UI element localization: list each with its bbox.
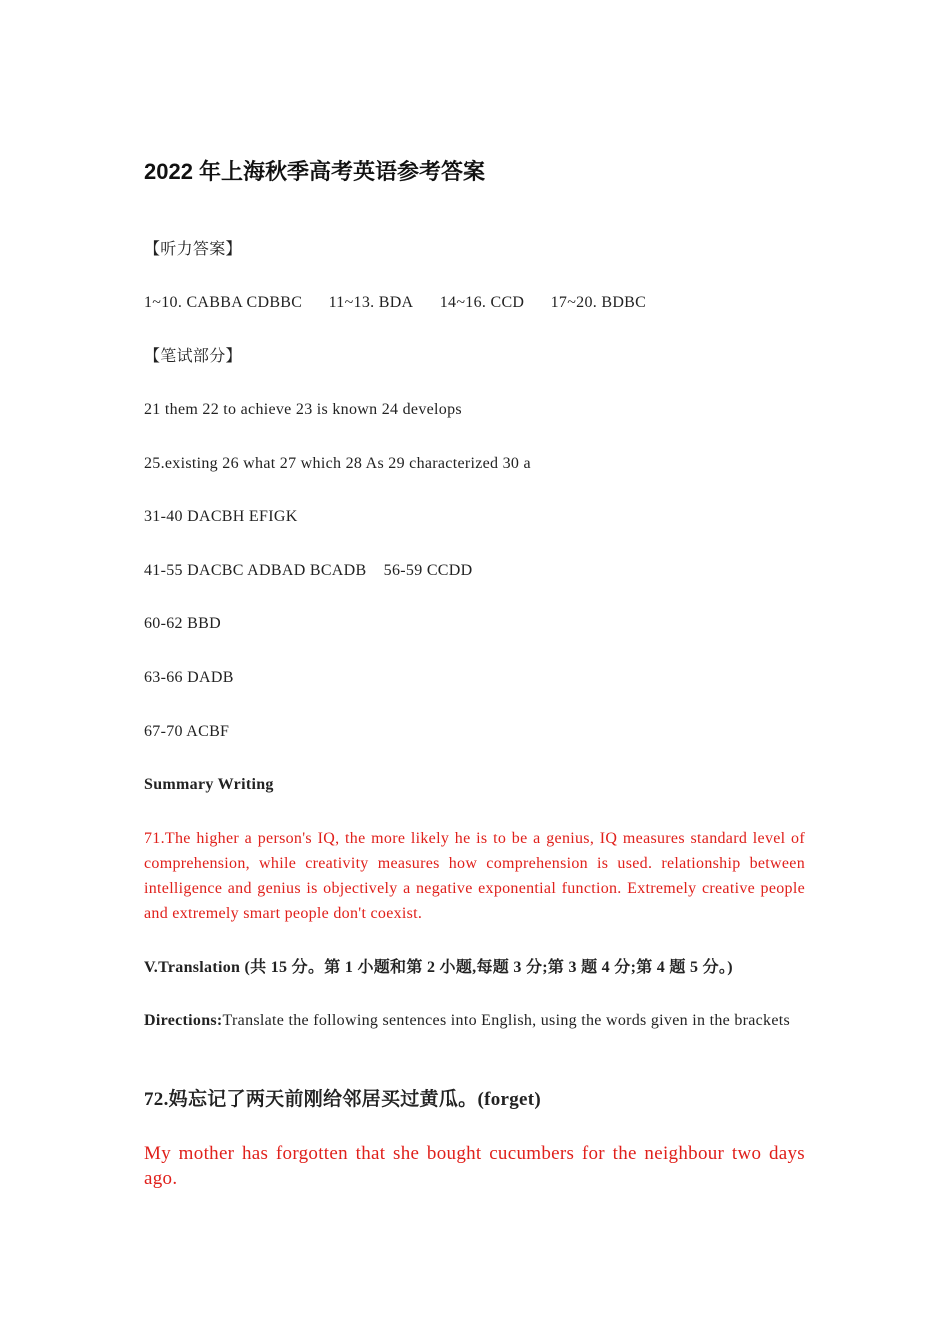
listening-answer-4: 17~20. BDBC	[550, 294, 647, 311]
written-line-1: 21 them 22 to achieve 23 is known 24 develops	[144, 401, 462, 418]
answer-72: My mother has forgotten that she bought cucumbers for the neighbour two days ago.	[144, 1143, 805, 1189]
listening-heading: 【听力答案】	[144, 239, 242, 258]
written-line-5: 60-62 BBD	[144, 615, 221, 632]
listening-answers	[144, 290, 646, 315]
written-line-7: 67-70 ACBF	[144, 723, 230, 740]
listening-answer-2: 11~13. BDA	[328, 294, 414, 311]
directions-label: Directions:	[144, 1012, 223, 1029]
summary-answer: 71.The higher a person's IQ, the more likely he is to be a genius, IQ measures standard level of comprehension, while creativity measures how comprehension is used. relationship between intelligence and genius is objectively a negative exponential function. Extremely creative people and extremely smart people don't coexist.	[144, 830, 805, 922]
written-line-3: 31-40 DACBH EFIGK	[144, 508, 298, 525]
summary-heading: Summary Writing	[144, 776, 274, 793]
written-heading: 【笔试部分】	[144, 346, 242, 365]
listening-answer-3: 14~16. CCD	[439, 294, 525, 311]
written-line-4: 41-55 DACBC ADBAD BCADB 56-59 CCDD	[144, 562, 473, 579]
written-line-2: 25.existing 26 what 27 which 28 As 29 characterized 30 a	[144, 455, 531, 472]
translation-heading: V.Translation (共 15 分。第 1 小题和第 2 小题,每题 3 分;第 3 题 4 分;第 4 题 5 分。)	[144, 959, 733, 976]
directions-text: Translate the following sentences into English, using the words given in the brackets	[222, 1012, 791, 1029]
page-title: 2022 年上海秋季高考英语参考答案	[144, 159, 486, 184]
listening-answer-1: 1~10. CABBA CDBBC	[144, 294, 303, 311]
question-72: 72.妈忘记了两天前刚给邻居买过黄瓜。(forget)	[144, 1089, 542, 1110]
translation-directions	[144, 1008, 805, 1033]
written-line-6: 63-66 DADB	[144, 669, 234, 686]
